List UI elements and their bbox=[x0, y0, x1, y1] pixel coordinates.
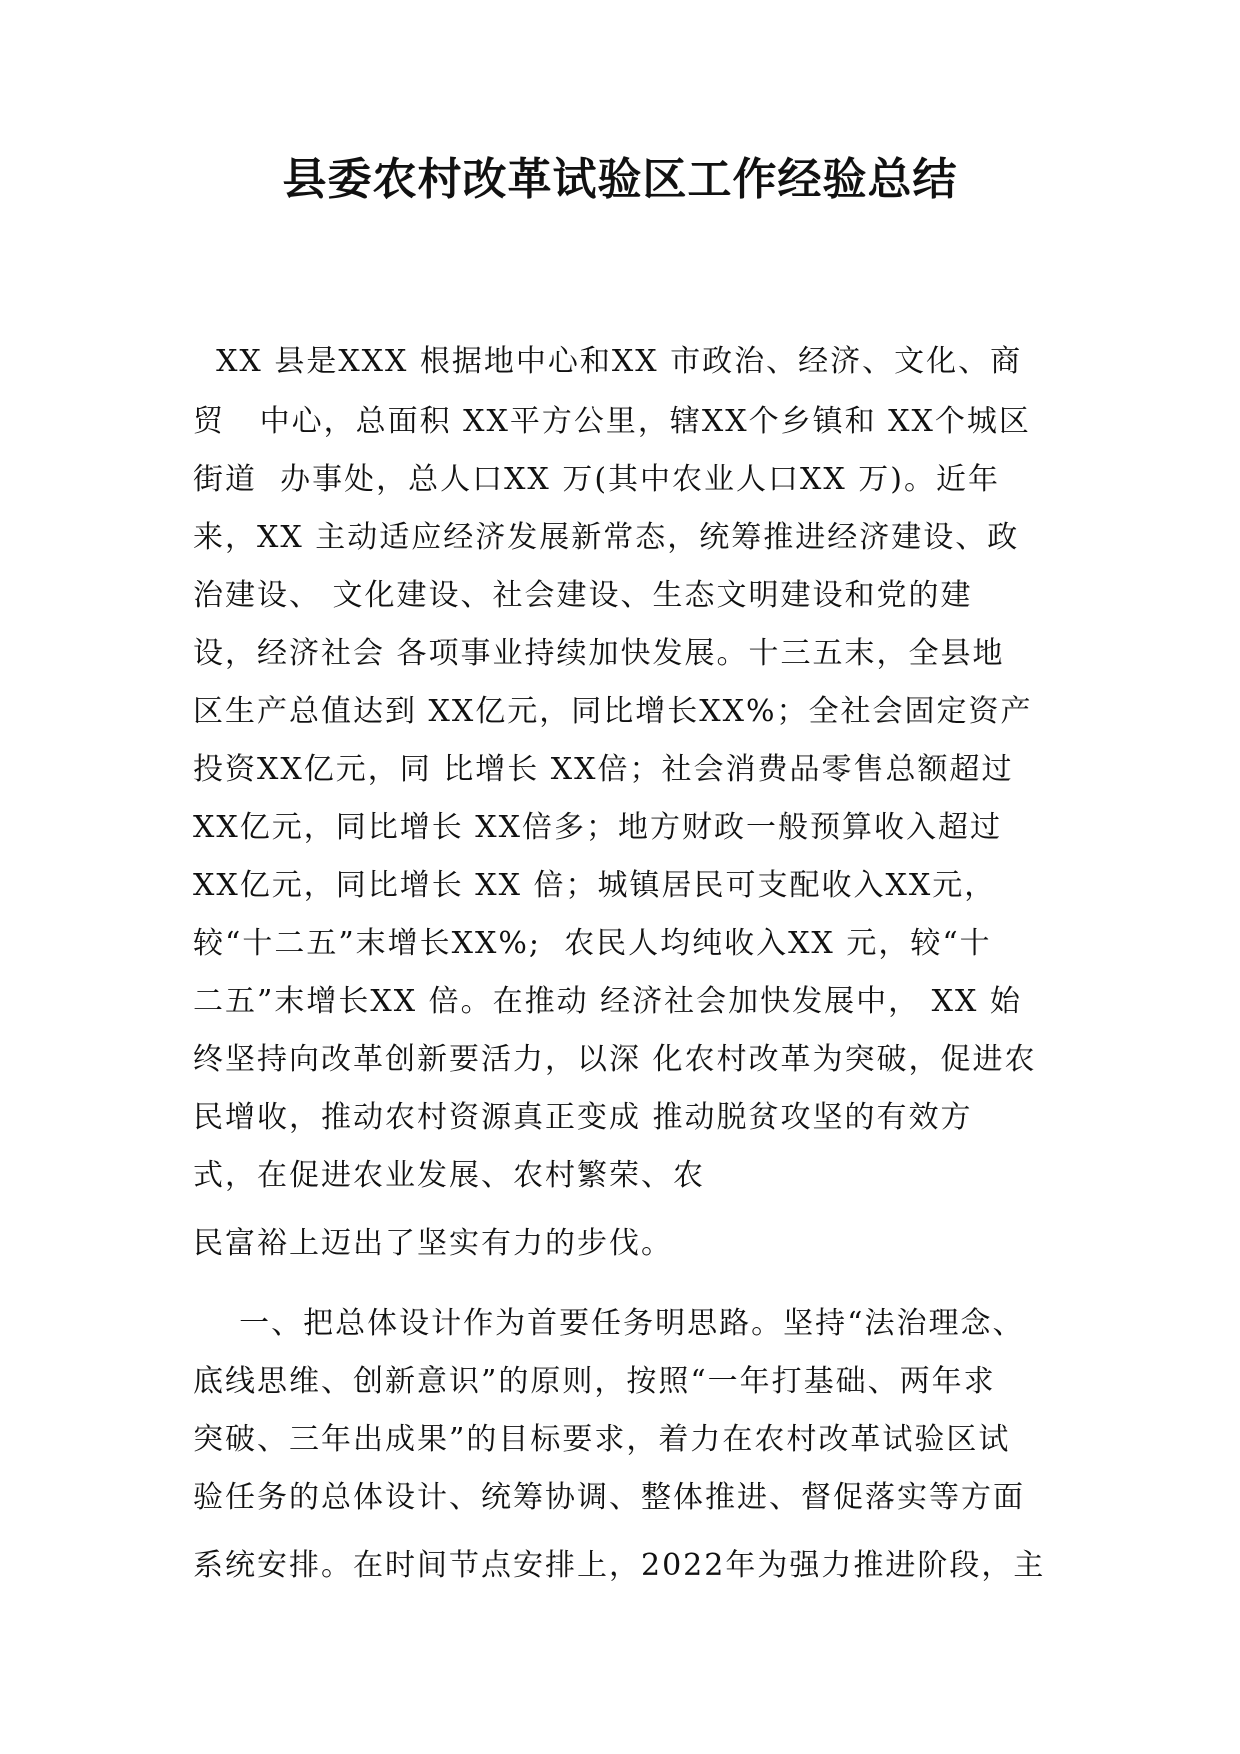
text-line: 二五”末增长XX 倍。在推动 经济社会加快发展中， XX 始 bbox=[193, 984, 1022, 1019]
text-line: XX亿元，同比增长 XX倍多；地方财政一般预算收入超过 bbox=[193, 810, 1002, 845]
text-line: 区生产总值达到 XX亿元，同比增长XX%；全社会固定资产 bbox=[193, 694, 1033, 729]
text-line: 投资XX亿元，同 比增长 XX倍；社会消费品零售总额超过 bbox=[193, 752, 1014, 787]
text-line: 街道 办事处，总人口XX 万(其中农业人口XX 万)。近年 bbox=[193, 462, 1000, 497]
text-line: 来，XX 主动适应经济发展新常态，统筹推进经济建设、政 bbox=[193, 520, 1020, 555]
text-line: 突破、三年出成果”的目标要求，着力在农村改革试验区试 bbox=[193, 1422, 1011, 1457]
text-line: 设，经济社会 各项事业持续加快发展。十三五末，全县地 bbox=[193, 636, 1005, 671]
text-line: 终坚持向改革创新要活力，以深 化农村改革为突破，促进农 bbox=[193, 1042, 1037, 1077]
text-line: XX 县是XXX 根据地中心和XX 市政治、经济、文化、商 bbox=[193, 344, 1023, 379]
text-line: 贸 中心，总面积 XX平方公里，辖XX个乡镇和 XX个城区 bbox=[193, 404, 1031, 439]
text-line: 系统安排。在时间节点安排上，2022年为强力推进阶段，主 bbox=[193, 1548, 1046, 1583]
text-line: 一、把总体设计作为首要任务明思路。坚持“法治理念、 bbox=[193, 1306, 1025, 1341]
text-line: 民富裕上迈出了坚实有力的步伐。 bbox=[193, 1226, 673, 1261]
text-line: 较“十二五”末增长XX%; 农民人均纯收入XX 元，较“十 bbox=[193, 926, 992, 961]
text-line: XX亿元，同比增长 XX 倍；城镇居民可支配收入XX元， bbox=[193, 868, 997, 903]
text-line: 底线思维、创新意识”的原则，按照“一年打基础、两年求 bbox=[193, 1364, 996, 1399]
document-title: 县委农村改革试验区工作经验总结 bbox=[282, 154, 958, 205]
text-line: 验任务的总体设计、统筹协调、整体推进、督促落实等方面 bbox=[193, 1480, 1025, 1515]
text-line: 治建设、 文化建设、社会建设、生态文明建设和党的建 bbox=[193, 578, 973, 613]
text-line: 式，在促进农业发展、农村繁荣、农 bbox=[193, 1158, 705, 1193]
text-line: 民增收，推动农村资源真正变成 推动脱贫攻坚的有效方 bbox=[193, 1100, 973, 1135]
